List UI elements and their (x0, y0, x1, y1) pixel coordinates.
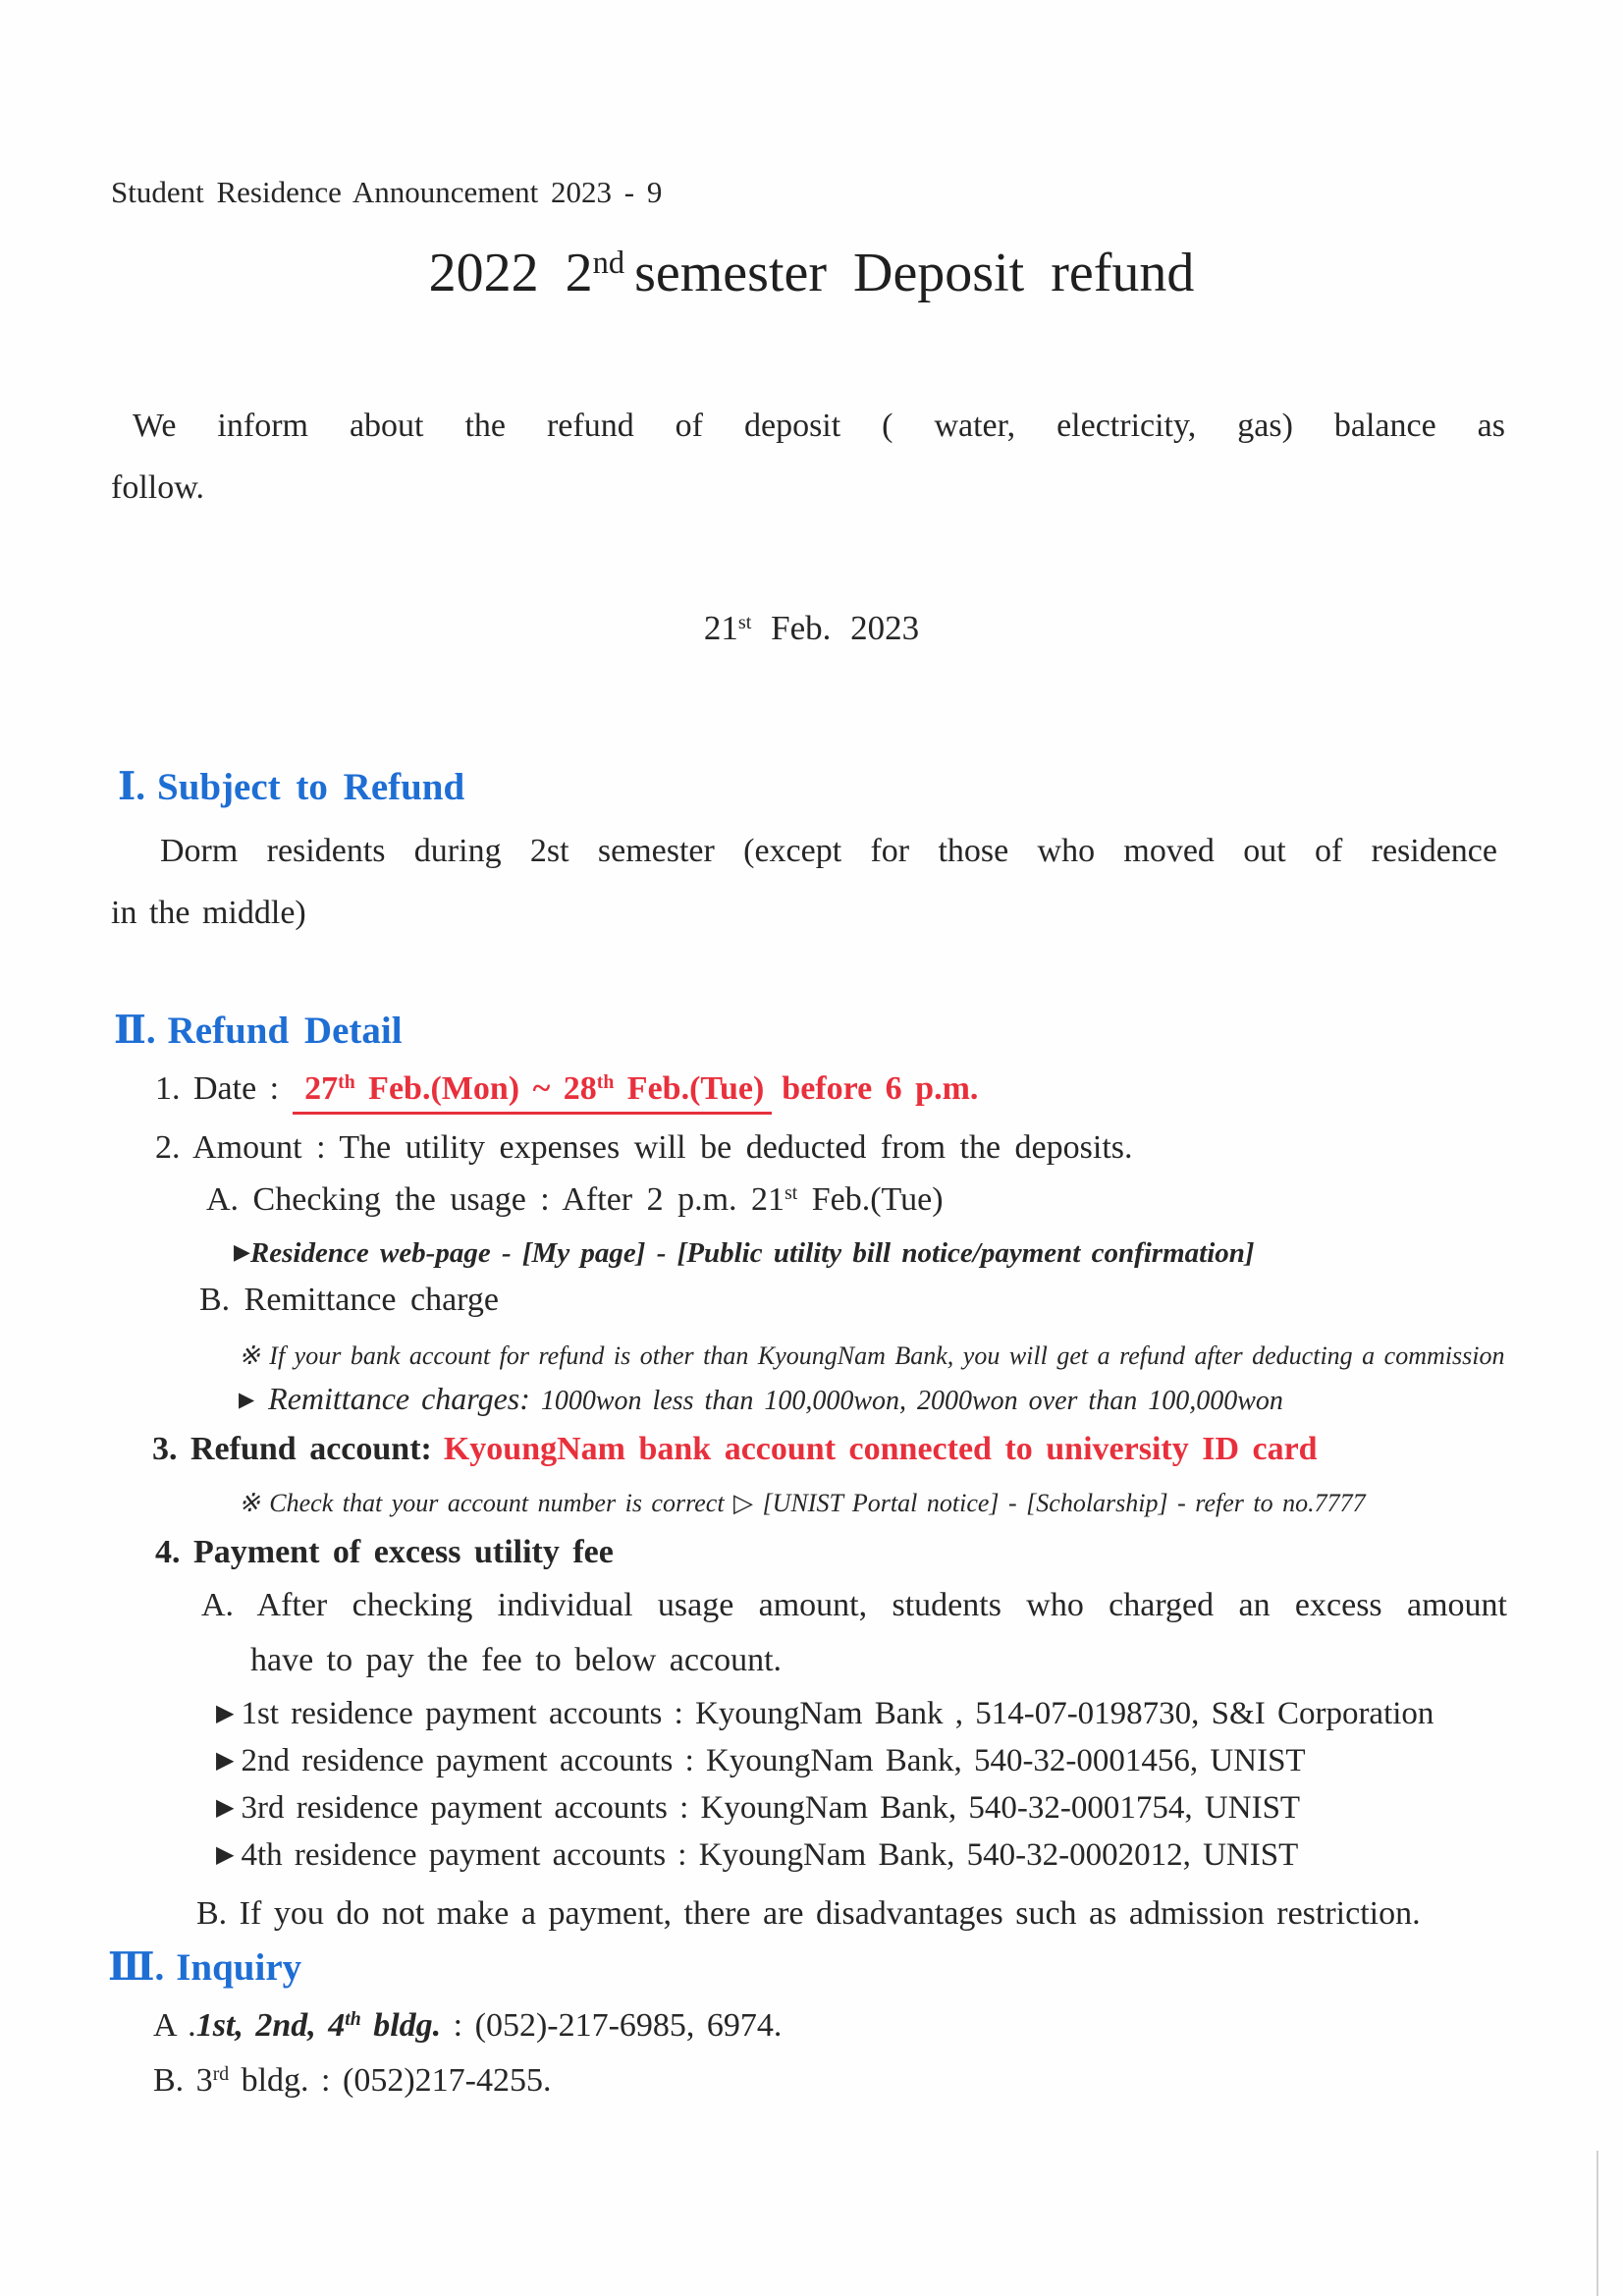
payment-account-row (216, 1790, 1300, 1827)
section-1-heading (118, 764, 464, 809)
page-title (0, 242, 1623, 304)
excess-utility-line-2: have to pay the fee to below account. (250, 1642, 783, 1678)
payment-account-text: 1st residence payment accounts : KyoungNam Bank , 514-07-0198730, S&I Corporation (241, 1696, 1434, 1731)
triangle-bullet-icon: ▶ (216, 1842, 235, 1868)
refund-date-deadline: before 6 p.m. (782, 1070, 979, 1107)
remittance-charge-line: B. Remittance charge (199, 1282, 499, 1318)
date-range-sup-1: th (338, 1071, 355, 1094)
refund-date-range (293, 1070, 772, 1115)
triangle-bullet-icon: ▶ (239, 1388, 255, 1411)
payment-account-text: 2nd residence payment accounts : KyoungNam Bank, 540-32-0001456, UNIST (241, 1743, 1306, 1778)
inquiry-line-b (153, 2062, 551, 2100)
commission-note: ※ If your bank account for refund is other than KyoungNam Bank, you will get a refund after deducting a commission (239, 1341, 1505, 1370)
inquiry-a-bldg: bldg. (373, 2007, 442, 2044)
section-1-body-line-1: Dorm residents during 2st semester (except for those who moved out of residence (160, 833, 1497, 869)
payment-account-row (216, 1743, 1306, 1779)
title-superscript: nd (592, 246, 625, 282)
checking-usage-text-2: Feb.(Tue) (811, 1181, 944, 1218)
inquiry-b-sup: rd (212, 2063, 230, 2086)
triangle-bullet-icon: ▶ (216, 1795, 235, 1821)
date-range-text-3: Feb.(Tue) (626, 1070, 765, 1107)
refund-account-value: KyoungNam bank account connected to university ID card (443, 1431, 1318, 1467)
excess-utility-item: 4. Payment of excess utility fee (155, 1534, 614, 1570)
triangle-bullet-icon: ▶ (216, 1748, 235, 1774)
section-3-heading-label: Inquiry (176, 1946, 302, 1989)
payment-account-row (216, 1837, 1298, 1874)
payment-account-text: 4th residence payment accounts : KyoungNam Bank, 540-32-0002012, UNIST (241, 1837, 1299, 1873)
inquiry-line-a (153, 2007, 782, 2045)
refund-date-label: 1. Date : (155, 1070, 280, 1107)
inquiry-b-phone: bldg. : (052)217-4255. (241, 2062, 552, 2099)
inquiry-a-buildings: 1st, 2nd, 4 (195, 2007, 346, 2044)
title-text-1: 2022 2 (428, 243, 593, 303)
webpage-path-note (234, 1237, 1255, 1270)
inquiry-a-prefix: A . (153, 2007, 196, 2044)
document-header: Student Residence Announcement 2023 - 9 (111, 175, 663, 209)
intro-paragraph-line-1: We inform about the refund of deposit ( water, electricity, gas) balance as (133, 408, 1505, 444)
announcement-date (0, 609, 1623, 648)
remittance-charges-values: 1000won less than 100,000won, 2000won over than 100,000won (540, 1386, 1283, 1416)
section-1-heading-label: Subject to Refund (157, 766, 465, 808)
section-2-heading (114, 1008, 403, 1053)
section-1-body-line-2: in the middle) (111, 895, 306, 931)
payment-account-row (216, 1696, 1434, 1732)
excess-utility-line-1: A. After checking individual usage amount, students who charged an excess amount (201, 1587, 1507, 1623)
refund-date-item (155, 1070, 978, 1108)
section-1-numeral: Ⅰ. (118, 766, 145, 808)
section-3-heading (108, 1944, 301, 1990)
webpage-path-text: Residence web-page - [My page] - [Public utility bill notice/payment confirmation] (249, 1237, 1255, 1269)
date-range-sup-2: th (596, 1071, 615, 1094)
refund-account-item (152, 1431, 1318, 1468)
remittance-charges-label: Remittance charges: (268, 1381, 530, 1416)
checking-usage-sup: st (784, 1182, 798, 1205)
no-payment-warning: B. If you do not make a payment, there are disadvantages such as admission restriction. (196, 1895, 1421, 1932)
refund-account-label: 3. Refund account: (152, 1431, 432, 1467)
inquiry-b-prefix: B. 3 (153, 2062, 213, 2099)
section-2-numeral: Ⅱ. (114, 1010, 156, 1052)
remittance-charges-note (239, 1381, 1283, 1417)
inquiry-a-phone: : (052)-217-6985, 6974. (453, 2007, 783, 2044)
date-text-2: Feb. 2023 (771, 609, 920, 647)
section-3-numeral: Ⅲ. (108, 1946, 165, 1989)
refund-amount-item: 2. Amount : The utility expenses will be deducted from the deposits. (155, 1129, 1133, 1166)
account-check-note: ※ Check that your account number is correct ▷ [UNIST Portal notice] - [Scholarship] - refer to no.7777 (239, 1489, 1366, 1517)
section-2-heading-label: Refund Detail (167, 1010, 403, 1052)
inquiry-a-sup: th (345, 2008, 361, 2031)
date-range-text-2: Feb.(Mon) ~ 28 (368, 1070, 597, 1107)
date-range-text-1: 27 (304, 1070, 339, 1107)
checking-usage-text-1: A. Checking the usage : After 2 p.m. 21 (206, 1181, 785, 1218)
payment-account-text: 3rd residence payment accounts : KyoungNam Bank, 540-32-0001754, UNIST (241, 1790, 1301, 1826)
triangle-bullet-icon: ▶ (216, 1701, 235, 1726)
checking-usage-line (206, 1181, 944, 1219)
title-text-2: semester Deposit refund (634, 243, 1195, 303)
intro-paragraph-line-2: follow. (111, 469, 205, 506)
date-text-1: 21 (703, 609, 738, 647)
scan-page-edge (1596, 2151, 1598, 2296)
date-superscript: st (737, 611, 752, 633)
triangle-bullet-icon: ▶ (234, 1239, 250, 1264)
